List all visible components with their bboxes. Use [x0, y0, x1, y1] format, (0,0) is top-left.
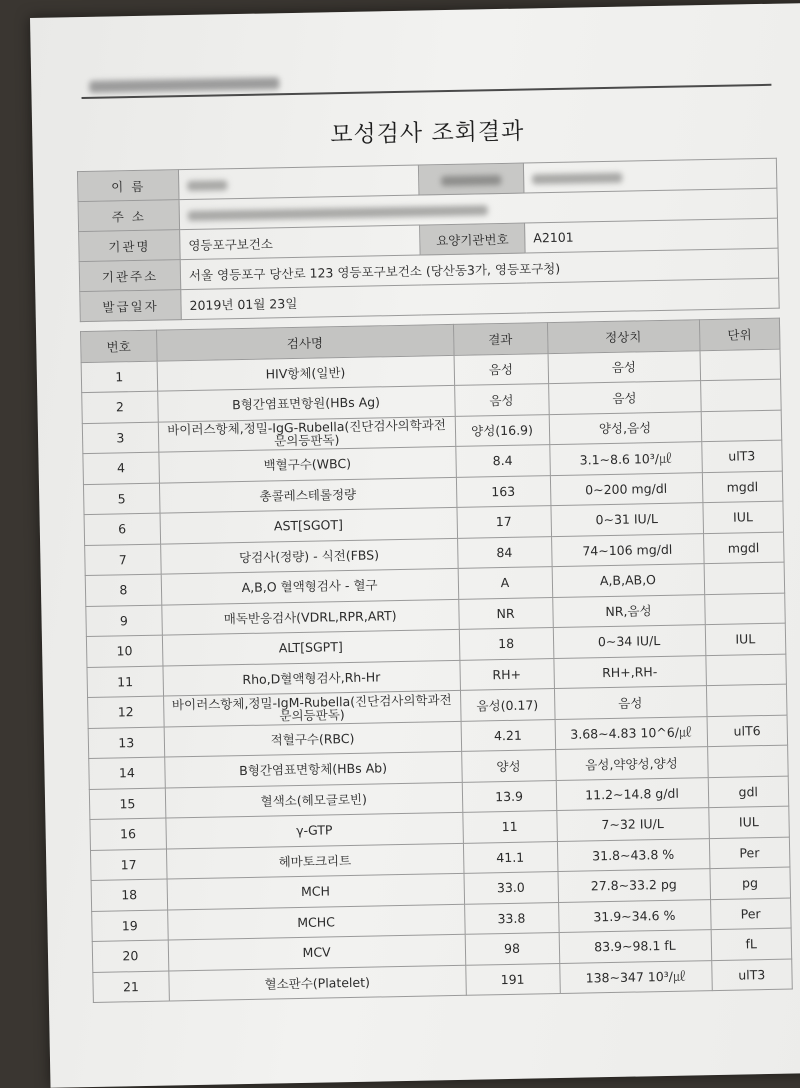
- normal-range: 음성,약양성,양성: [555, 747, 708, 780]
- issue-date-value: 2019년 01월 23일: [181, 278, 779, 319]
- test-name: ALT[SGPT]: [162, 629, 459, 665]
- header-normal-range: 정상치: [547, 320, 700, 353]
- normal-range: RH+,RH-: [553, 655, 706, 688]
- test-name: 총콜레스테롤정량: [159, 477, 456, 513]
- result-value: 33.8: [464, 902, 559, 934]
- row-number: 18: [91, 879, 167, 911]
- unit: ulT3: [711, 959, 792, 991]
- result-value: 98: [465, 933, 560, 965]
- row-number: 1: [81, 361, 157, 393]
- header-no: 번호: [81, 330, 157, 362]
- header-unit: 단위: [699, 318, 780, 350]
- redacted-header-text: [89, 77, 279, 93]
- normal-range: 11.2~14.8 g/dl: [556, 777, 709, 810]
- document-paper: [30, 3, 800, 1088]
- unit: [705, 654, 786, 686]
- result-value: 11: [462, 811, 557, 843]
- row-number: 13: [88, 727, 164, 759]
- row-number: 8: [85, 574, 161, 606]
- unit: ulT3: [701, 440, 782, 472]
- test-name: Rho,D혈액형검사,Rh-Hr: [163, 660, 460, 696]
- page-title: 모성검사 조회결과: [330, 118, 525, 149]
- normal-range: 0~31 IU/L: [550, 503, 703, 536]
- normal-range: 음성: [548, 381, 701, 414]
- row-number: 19: [92, 910, 168, 942]
- info-table: [77, 158, 780, 322]
- normal-range: A,B,AB,O: [552, 564, 705, 597]
- result-value: 84: [457, 536, 552, 568]
- row-number: 5: [83, 483, 159, 515]
- row-number: 3: [82, 422, 158, 454]
- inst-address-label: 기관주소: [79, 260, 181, 292]
- test-name: 백혈구수(WBC): [159, 446, 456, 482]
- name-label: 이 름: [77, 170, 179, 202]
- row-number: 15: [89, 788, 165, 820]
- row-number: 4: [83, 452, 159, 484]
- result-value: RH+: [459, 658, 554, 690]
- unit: IUL: [705, 623, 786, 655]
- test-name: 바이러스항체,정밀-IgG-Rubella(진단검사의학과전문의등판독): [158, 416, 455, 452]
- normal-range: 31.9~34.6 %: [558, 899, 711, 932]
- normal-range: 83.9~98.1 fL: [559, 930, 712, 963]
- address-label: 주 소: [78, 200, 180, 232]
- unit: gdl: [708, 776, 789, 808]
- row-number: 12: [88, 696, 164, 728]
- result-value: 17: [457, 506, 552, 538]
- normal-range: 음성: [554, 686, 707, 719]
- result-value: 음성(0.17): [460, 689, 555, 721]
- unit: [700, 379, 781, 411]
- test-name: 혈색소(헤모글로빈): [165, 782, 462, 818]
- unit: fL: [711, 928, 792, 960]
- test-name: 바이러스항체,정밀-IgM-Rubella(진단검사의학과전문의등판독): [163, 690, 460, 726]
- issue-date-label: 발급일자: [80, 290, 182, 322]
- row-number: 21: [93, 971, 169, 1003]
- normal-range: 138~347 10³/㎕: [559, 960, 712, 993]
- institution-label: 기관명: [79, 230, 181, 262]
- normal-range: 31.8~43.8 %: [557, 838, 710, 871]
- normal-range: 27.8~33.2 pg: [557, 869, 710, 902]
- result-value: 18: [459, 628, 554, 660]
- name-value-redacted: [178, 165, 419, 200]
- test-name: B형간염표면항원(HBs Ag): [157, 385, 454, 421]
- normal-range: 74~106 mg/dl: [551, 533, 704, 566]
- result-value: 양성: [461, 750, 556, 782]
- unit: Per: [710, 898, 791, 930]
- unit: [706, 684, 787, 716]
- result-value: 163: [456, 475, 551, 507]
- result-value: NR: [458, 597, 553, 629]
- unit: [701, 410, 782, 442]
- unit: ulT6: [707, 715, 788, 747]
- test-name: 헤마토크리트: [166, 843, 463, 879]
- inst-address-value: 서울 영등포구 당산로 123 영등포구보건소 (당산동3가, 영등포구청): [180, 248, 778, 289]
- test-name: 매독반응검사(VDRL,RPR,ART): [161, 599, 458, 635]
- test-name: MCH: [167, 873, 464, 909]
- unit: Per: [709, 837, 790, 869]
- code-label: 요양기관번호: [420, 223, 526, 255]
- test-name: HIV항체(일반): [157, 355, 454, 391]
- result-value: 191: [465, 963, 560, 995]
- test-name: 당검사(정량) - 식전(FBS): [160, 538, 457, 574]
- normal-range: 3.1~8.6 10³/㎕: [549, 442, 702, 475]
- unit: mgdl: [703, 532, 784, 564]
- header-test-name: 검사명: [156, 324, 453, 360]
- results-table: [80, 318, 793, 1003]
- test-name: γ-GTP: [166, 812, 463, 848]
- result-value: A: [458, 567, 553, 599]
- normal-range: 0~34 IU/L: [553, 625, 706, 658]
- code-value: A2101: [525, 218, 779, 253]
- result-value: 33.0: [464, 872, 559, 904]
- test-name: 적혈구수(RBC): [164, 721, 461, 757]
- unit: IUL: [708, 806, 789, 838]
- institution-value: 영등포구보건소: [180, 225, 421, 260]
- test-name: 혈소판수(Platelet): [169, 965, 466, 1001]
- test-name: A,B,O 혈액형검사 - 혈구: [161, 568, 458, 604]
- row-number: 10: [86, 635, 162, 667]
- result-value: 41.1: [463, 841, 558, 873]
- row-number: 16: [90, 818, 166, 850]
- unit: [704, 562, 785, 594]
- test-name: AST[SGOT]: [160, 507, 457, 543]
- redacted-value: [523, 158, 777, 193]
- unit: [700, 349, 781, 381]
- result-value: 4.21: [461, 719, 556, 751]
- test-name: MCV: [168, 934, 465, 970]
- row-number: 6: [84, 513, 160, 545]
- unit: [707, 745, 788, 777]
- row-number: 7: [85, 544, 161, 576]
- result-value: 8.4: [455, 445, 550, 477]
- normal-range: 음성: [548, 350, 701, 383]
- unit: [704, 593, 785, 625]
- row-number: 20: [92, 940, 168, 972]
- redacted-label: [418, 163, 524, 195]
- normal-range: 3.68~4.83 10^6/㎕: [555, 716, 708, 749]
- normal-range: 양성,음성: [549, 411, 702, 444]
- row-number: 11: [87, 666, 163, 698]
- result-value: 양성(16.9): [455, 414, 550, 446]
- test-name: B형간염표면항체(HBs Ab): [164, 751, 461, 787]
- result-value: 음성: [454, 384, 549, 416]
- unit: pg: [710, 867, 791, 899]
- normal-range: 7~32 IU/L: [556, 808, 709, 841]
- header-result: 결과: [453, 323, 548, 355]
- result-value: 음성: [454, 353, 549, 385]
- test-name: MCHC: [167, 904, 464, 940]
- row-number: 2: [82, 391, 158, 423]
- row-number: 9: [86, 605, 162, 637]
- normal-range: 0~200 mg/dl: [550, 472, 703, 505]
- unit: IUL: [702, 501, 783, 533]
- result-value: 13.9: [462, 780, 557, 812]
- unit: mgdl: [702, 471, 783, 503]
- row-number: 14: [89, 757, 165, 789]
- normal-range: NR,음성: [552, 594, 705, 627]
- row-number: 17: [90, 849, 166, 881]
